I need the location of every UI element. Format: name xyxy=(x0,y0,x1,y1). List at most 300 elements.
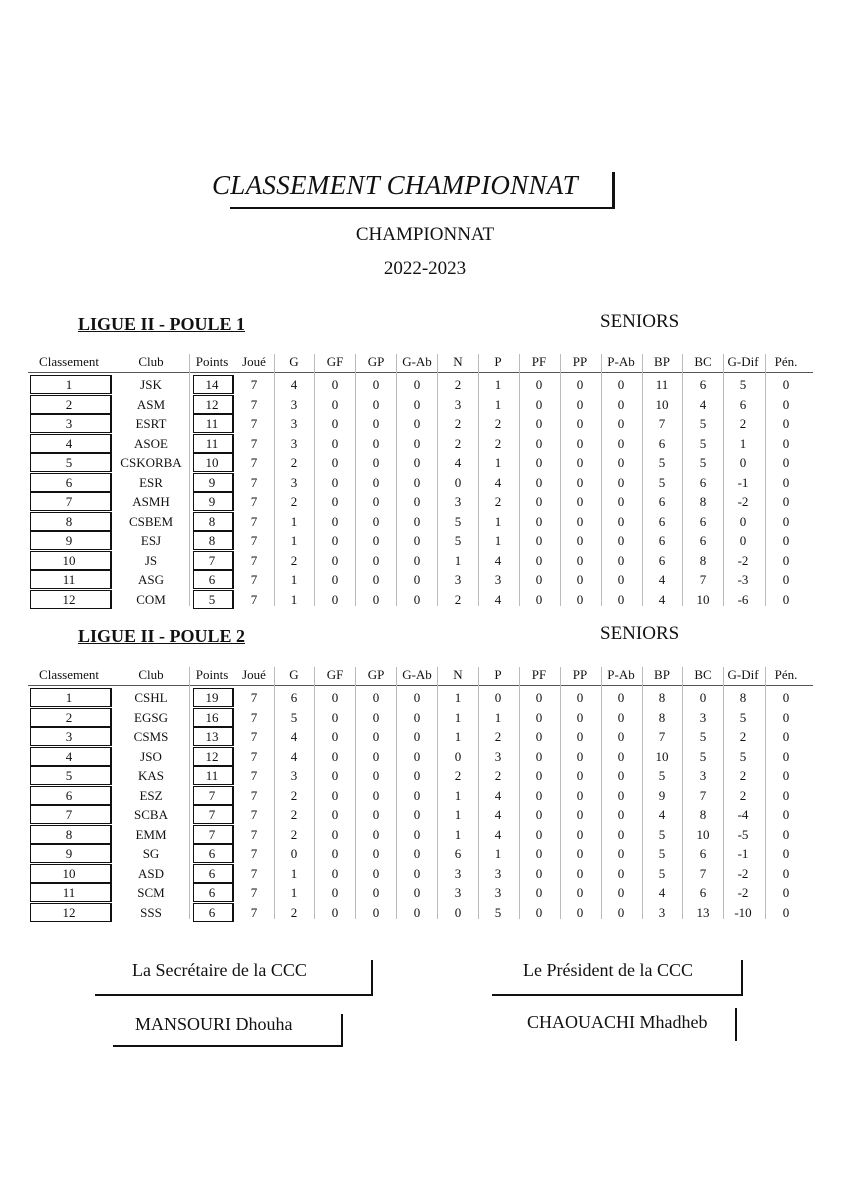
cell-points: 19 xyxy=(205,690,219,705)
cell-n: 0 xyxy=(454,748,462,764)
cell-g: 1 xyxy=(290,885,298,900)
cell-played: 7 xyxy=(250,455,258,470)
cell-g-dif: -2 xyxy=(737,552,749,568)
table-row xyxy=(0,902,850,922)
cell-points: 14 xyxy=(205,377,219,392)
column-header-pen: Pén. xyxy=(774,667,798,682)
cell-g: 2 xyxy=(290,904,298,920)
cell-n: 3 xyxy=(454,396,462,412)
cell-bc: 5 xyxy=(699,748,707,764)
cell-n: 1 xyxy=(454,552,462,568)
cell-pen: 0 xyxy=(782,416,790,431)
cell-g: 1 xyxy=(290,591,298,607)
cell-p-ab: 0 xyxy=(617,455,625,470)
cell-points: 12 xyxy=(205,748,219,764)
table-row xyxy=(0,472,850,492)
cell-pp: 0 xyxy=(576,474,584,490)
president-title: Le Président de la CCC xyxy=(523,960,693,980)
cell-pf: 0 xyxy=(535,885,543,900)
cell-pp: 0 xyxy=(576,904,584,920)
cell-bp: 6 xyxy=(658,435,666,451)
cell-pf: 0 xyxy=(535,572,543,587)
cell-g-dif: -3 xyxy=(737,572,749,587)
column-header-n: N xyxy=(453,667,463,682)
cell-pp: 0 xyxy=(576,552,584,568)
cell-rank: 7 xyxy=(65,807,73,822)
cell-rank: 11 xyxy=(62,572,76,587)
cell-p-ab: 0 xyxy=(617,748,625,764)
cell-pp: 0 xyxy=(576,748,584,764)
cell-pen: 0 xyxy=(782,435,790,451)
cell-pen: 0 xyxy=(782,396,790,412)
cell-g-dif: -2 xyxy=(737,885,749,900)
cell-rank: 10 xyxy=(62,552,76,568)
cell-pp: 0 xyxy=(576,396,584,412)
cell-rank: 8 xyxy=(65,513,73,529)
cell-g: 3 xyxy=(290,416,298,431)
cell-g-dif: -10 xyxy=(734,904,752,920)
secretary-title: La Secrétaire de la CCC xyxy=(132,960,307,980)
cell-p-ab: 0 xyxy=(617,826,625,842)
cell-gp: 0 xyxy=(372,377,380,392)
cell-p-ab: 0 xyxy=(617,768,625,783)
cell-pf: 0 xyxy=(535,807,543,822)
cell-pen: 0 xyxy=(782,552,790,568)
cell-points: 12 xyxy=(205,396,219,412)
cell-rank: 10 xyxy=(62,865,76,881)
season-label: 2022-2023 xyxy=(383,258,467,279)
cell-played: 7 xyxy=(250,826,258,842)
cell-gp: 0 xyxy=(372,885,380,900)
cell-played: 7 xyxy=(250,690,258,705)
cell-g-dif: -4 xyxy=(737,807,749,822)
cell-g-ab: 0 xyxy=(413,455,421,470)
cell-club: SCM xyxy=(137,885,165,900)
cell-g-ab: 0 xyxy=(413,533,421,548)
table-row xyxy=(0,707,850,727)
column-header-rank: Classement xyxy=(39,667,99,682)
cell-club: SG xyxy=(142,846,160,861)
title-frame-horizontal xyxy=(230,207,615,209)
column-header-p: P xyxy=(494,667,502,682)
cell-played: 7 xyxy=(250,494,258,509)
cell-points: 11 xyxy=(205,416,219,431)
cell-g-ab: 0 xyxy=(413,591,421,607)
cell-pf: 0 xyxy=(535,690,543,705)
cell-points: 6 xyxy=(208,572,216,587)
cell-p-ab: 0 xyxy=(617,396,625,412)
cell-gf: 0 xyxy=(331,377,339,392)
cell-pp: 0 xyxy=(576,377,584,392)
cell-bp: 6 xyxy=(658,552,666,568)
cell-n: 3 xyxy=(454,494,462,509)
cell-pf: 0 xyxy=(535,377,543,392)
cell-n: 5 xyxy=(454,533,462,548)
cell-pen: 0 xyxy=(782,377,790,392)
cell-gf: 0 xyxy=(331,768,339,783)
cell-gp: 0 xyxy=(372,865,380,881)
cell-p: 4 xyxy=(494,552,502,568)
table-row xyxy=(0,687,850,707)
cell-p-ab: 0 xyxy=(617,591,625,607)
column-header-bc: BC xyxy=(694,354,712,369)
cell-club: JSK xyxy=(140,377,162,392)
cell-bc: 4 xyxy=(699,396,707,412)
cell-gp: 0 xyxy=(372,474,380,490)
cell-g-dif: -2 xyxy=(737,494,749,509)
cell-rank: 11 xyxy=(62,885,76,900)
cell-club: CSHL xyxy=(134,690,168,705)
cell-pf: 0 xyxy=(535,435,543,451)
cell-played: 7 xyxy=(250,533,258,548)
cell-g-dif: -2 xyxy=(737,865,749,881)
cell-bp: 5 xyxy=(658,455,666,470)
secretary-title-frame-h xyxy=(95,994,373,996)
cell-p-ab: 0 xyxy=(617,572,625,587)
cell-points: 7 xyxy=(208,826,216,842)
cell-pp: 0 xyxy=(576,416,584,431)
cell-pp: 0 xyxy=(576,591,584,607)
cell-bc: 8 xyxy=(699,807,707,822)
cell-g: 4 xyxy=(290,748,298,764)
cell-g: 6 xyxy=(290,690,298,705)
cell-pf: 0 xyxy=(535,416,543,431)
cell-pp: 0 xyxy=(576,690,584,705)
cell-pp: 0 xyxy=(576,846,584,861)
cell-bp: 6 xyxy=(658,494,666,509)
cell-club: ASG xyxy=(137,572,165,587)
cell-g: 3 xyxy=(290,768,298,783)
cell-p-ab: 0 xyxy=(617,416,625,431)
cell-g: 2 xyxy=(290,807,298,822)
cell-g-ab: 0 xyxy=(413,377,421,392)
column-header-g-ab: G-Ab xyxy=(402,667,432,682)
cell-g: 1 xyxy=(290,513,298,529)
cell-p: 4 xyxy=(494,474,502,490)
cell-points: 9 xyxy=(208,474,216,490)
cell-rank: 3 xyxy=(65,416,73,431)
table-row xyxy=(0,746,850,766)
column-header-bp: BP xyxy=(654,667,670,682)
cell-bp: 6 xyxy=(658,533,666,548)
president-title-frame-v xyxy=(741,960,743,996)
cell-pen: 0 xyxy=(782,865,790,881)
cell-n: 3 xyxy=(454,865,462,881)
cell-played: 7 xyxy=(250,474,258,490)
cell-pen: 0 xyxy=(782,494,790,509)
cell-g: 3 xyxy=(290,396,298,412)
cell-g-ab: 0 xyxy=(413,416,421,431)
cell-g-dif: -5 xyxy=(737,826,749,842)
cell-points: 6 xyxy=(208,885,216,900)
table-row xyxy=(0,374,850,394)
column-header-played: Joué xyxy=(242,667,266,682)
cell-p-ab: 0 xyxy=(617,552,625,568)
cell-bc: 7 xyxy=(699,865,707,881)
cell-gf: 0 xyxy=(331,729,339,744)
column-header-pp: PP xyxy=(572,354,588,369)
cell-g-ab: 0 xyxy=(413,904,421,920)
cell-n: 2 xyxy=(454,591,462,607)
column-header-club: Club xyxy=(138,354,164,369)
cell-bc: 6 xyxy=(699,885,707,900)
table-row xyxy=(0,569,850,589)
cell-played: 7 xyxy=(250,748,258,764)
cell-n: 1 xyxy=(454,787,462,803)
cell-bp: 8 xyxy=(658,690,666,705)
cell-g: 4 xyxy=(290,729,298,744)
cell-pp: 0 xyxy=(576,494,584,509)
cell-n: 2 xyxy=(454,377,462,392)
column-header-g: G xyxy=(289,354,299,369)
cell-gf: 0 xyxy=(331,396,339,412)
column-header-g-dif: G-Dif xyxy=(727,354,759,369)
cell-bp: 4 xyxy=(658,885,666,900)
column-header-pen: Pén. xyxy=(774,354,798,369)
column-header-g-ab: G-Ab xyxy=(402,354,432,369)
cell-p: 2 xyxy=(494,416,502,431)
cell-bp: 6 xyxy=(658,513,666,529)
cell-g: 4 xyxy=(290,377,298,392)
cell-bc: 7 xyxy=(699,572,707,587)
cell-gf: 0 xyxy=(331,455,339,470)
cell-gf: 0 xyxy=(331,533,339,548)
cell-gf: 0 xyxy=(331,552,339,568)
cell-club: ASM xyxy=(136,396,166,412)
secretary-title-frame-v xyxy=(371,960,373,996)
cell-g-dif: 5 xyxy=(739,748,747,764)
cell-bp: 5 xyxy=(658,474,666,490)
cell-points: 11 xyxy=(205,768,219,783)
cell-p: 2 xyxy=(494,435,502,451)
cell-gf: 0 xyxy=(331,807,339,822)
cell-pf: 0 xyxy=(535,513,543,529)
table-row xyxy=(0,452,850,472)
cell-gp: 0 xyxy=(372,768,380,783)
cell-bp: 4 xyxy=(658,591,666,607)
column-header-gp: GP xyxy=(367,667,385,682)
cell-bc: 7 xyxy=(699,787,707,803)
cell-played: 7 xyxy=(250,552,258,568)
cell-g-dif: 0 xyxy=(739,533,747,548)
cell-gp: 0 xyxy=(372,513,380,529)
cell-pp: 0 xyxy=(576,865,584,881)
cell-played: 7 xyxy=(250,416,258,431)
cell-n: 5 xyxy=(454,513,462,529)
cell-bp: 4 xyxy=(658,572,666,587)
cell-gp: 0 xyxy=(372,396,380,412)
cell-rank: 5 xyxy=(65,768,73,783)
standings-table-poule-1 xyxy=(0,350,850,615)
cell-points: 9 xyxy=(208,494,216,509)
cell-gf: 0 xyxy=(331,787,339,803)
cell-p-ab: 0 xyxy=(617,865,625,881)
cell-p: 3 xyxy=(494,885,502,900)
cell-pp: 0 xyxy=(576,787,584,803)
cell-rank: 12 xyxy=(62,904,76,920)
cell-bc: 10 xyxy=(696,591,710,607)
table-row xyxy=(0,394,850,414)
cell-played: 7 xyxy=(250,396,258,412)
cell-rank: 9 xyxy=(65,846,73,861)
cell-pp: 0 xyxy=(576,885,584,900)
cell-g-dif: 8 xyxy=(739,690,747,705)
cell-p: 1 xyxy=(494,377,502,392)
cell-played: 7 xyxy=(250,768,258,783)
section-title-poule-1: LIGUE II - POULE 1 xyxy=(78,314,246,334)
cell-club: EGSG xyxy=(134,709,168,725)
cell-gf: 0 xyxy=(331,572,339,587)
cell-n: 4 xyxy=(454,455,462,470)
cell-bp: 7 xyxy=(658,416,666,431)
cell-p-ab: 0 xyxy=(617,690,625,705)
cell-bp: 11 xyxy=(655,377,669,392)
cell-g: 3 xyxy=(290,474,298,490)
cell-gf: 0 xyxy=(331,904,339,920)
cell-club: ASMH xyxy=(132,494,170,509)
column-header-gf: GF xyxy=(326,667,344,682)
cell-rank: 12 xyxy=(62,591,76,607)
cell-g-dif: -6 xyxy=(737,591,749,607)
cell-pen: 0 xyxy=(782,768,790,783)
cell-played: 7 xyxy=(250,885,258,900)
cell-club: ESJ xyxy=(140,533,162,548)
cell-p: 4 xyxy=(494,807,502,822)
cell-pen: 0 xyxy=(782,591,790,607)
cell-bp: 10 xyxy=(655,396,669,412)
cell-p: 3 xyxy=(494,748,502,764)
cell-g: 5 xyxy=(290,709,298,725)
cell-bc: 8 xyxy=(699,494,707,509)
cell-gf: 0 xyxy=(331,846,339,861)
cell-g: 2 xyxy=(290,494,298,509)
cell-p: 0 xyxy=(494,690,502,705)
column-header-points: Points xyxy=(195,667,229,682)
table-row xyxy=(0,785,850,805)
cell-played: 7 xyxy=(250,904,258,920)
cell-played: 7 xyxy=(250,787,258,803)
cell-g-ab: 0 xyxy=(413,396,421,412)
cell-pf: 0 xyxy=(535,768,543,783)
cell-p-ab: 0 xyxy=(617,533,625,548)
cell-g-dif: 2 xyxy=(739,416,747,431)
cell-club: ESZ xyxy=(139,787,163,803)
cell-p-ab: 0 xyxy=(617,846,625,861)
cell-p-ab: 0 xyxy=(617,807,625,822)
cell-bc: 5 xyxy=(699,416,707,431)
cell-g-ab: 0 xyxy=(413,729,421,744)
header-divider xyxy=(28,372,813,373)
column-header-p-ab: P-Ab xyxy=(607,667,635,682)
cell-pp: 0 xyxy=(576,807,584,822)
cell-p-ab: 0 xyxy=(617,709,625,725)
cell-pp: 0 xyxy=(576,768,584,783)
cell-p-ab: 0 xyxy=(617,435,625,451)
cell-p: 4 xyxy=(494,787,502,803)
cell-p: 2 xyxy=(494,494,502,509)
document-subtitle: CHAMPIONNAT xyxy=(355,224,495,245)
cell-p-ab: 0 xyxy=(617,885,625,900)
cell-bp: 4 xyxy=(658,807,666,822)
cell-n: 3 xyxy=(454,885,462,900)
table-row xyxy=(0,413,850,433)
cell-points: 7 xyxy=(208,787,216,803)
cell-rank: 2 xyxy=(65,396,73,412)
cell-rank: 4 xyxy=(65,435,73,451)
cell-pf: 0 xyxy=(535,865,543,881)
cell-rank: 6 xyxy=(65,787,73,803)
cell-g: 0 xyxy=(290,846,298,861)
cell-club: ASOE xyxy=(134,435,168,451)
column-header-rank: Classement xyxy=(39,354,99,369)
cell-club: CSKORBA xyxy=(120,455,182,470)
cell-g: 2 xyxy=(290,826,298,842)
cell-club: CSMS xyxy=(133,729,169,744)
cell-points: 6 xyxy=(208,904,216,920)
cell-rank: 4 xyxy=(65,748,73,764)
table-row xyxy=(0,433,850,453)
secretary-name-frame-h xyxy=(113,1045,343,1047)
cell-pf: 0 xyxy=(535,455,543,470)
cell-bc: 5 xyxy=(699,435,707,451)
cell-gp: 0 xyxy=(372,494,380,509)
cell-n: 1 xyxy=(454,826,462,842)
cell-bc: 5 xyxy=(699,455,707,470)
cell-g-ab: 0 xyxy=(413,709,421,725)
cell-bc: 8 xyxy=(699,552,707,568)
standings-table-poule-2 xyxy=(0,663,850,928)
cell-club: JSO xyxy=(140,748,162,764)
cell-bc: 3 xyxy=(699,709,707,725)
cell-gf: 0 xyxy=(331,416,339,431)
column-header-bc: BC xyxy=(694,667,712,682)
cell-g-ab: 0 xyxy=(413,885,421,900)
cell-pen: 0 xyxy=(782,709,790,725)
president-name-frame-v xyxy=(735,1008,737,1041)
cell-pf: 0 xyxy=(535,591,543,607)
cell-gf: 0 xyxy=(331,748,339,764)
cell-n: 1 xyxy=(454,807,462,822)
table-row xyxy=(0,765,850,785)
column-header-points: Points xyxy=(195,354,229,369)
cell-p: 1 xyxy=(494,513,502,529)
cell-bp: 5 xyxy=(658,846,666,861)
cell-bc: 13 xyxy=(696,904,710,920)
cell-gp: 0 xyxy=(372,729,380,744)
cell-bp: 9 xyxy=(658,787,666,803)
column-header-pf: PF xyxy=(531,354,547,369)
cell-n: 0 xyxy=(454,904,462,920)
cell-rank: 5 xyxy=(65,455,73,470)
cell-n: 1 xyxy=(454,690,462,705)
cell-p: 3 xyxy=(494,865,502,881)
cell-bp: 10 xyxy=(655,748,669,764)
cell-g-dif: 0 xyxy=(739,455,747,470)
cell-club: SSS xyxy=(140,904,162,920)
table-row xyxy=(0,530,850,550)
cell-pf: 0 xyxy=(535,533,543,548)
cell-gp: 0 xyxy=(372,416,380,431)
cell-pen: 0 xyxy=(782,729,790,744)
cell-gp: 0 xyxy=(372,533,380,548)
column-header-played: Joué xyxy=(242,354,266,369)
cell-pf: 0 xyxy=(535,787,543,803)
column-header-pp: PP xyxy=(572,667,588,682)
cell-g-dif: 5 xyxy=(739,709,747,725)
cell-gp: 0 xyxy=(372,709,380,725)
cell-rank: 9 xyxy=(65,533,73,548)
cell-pp: 0 xyxy=(576,729,584,744)
